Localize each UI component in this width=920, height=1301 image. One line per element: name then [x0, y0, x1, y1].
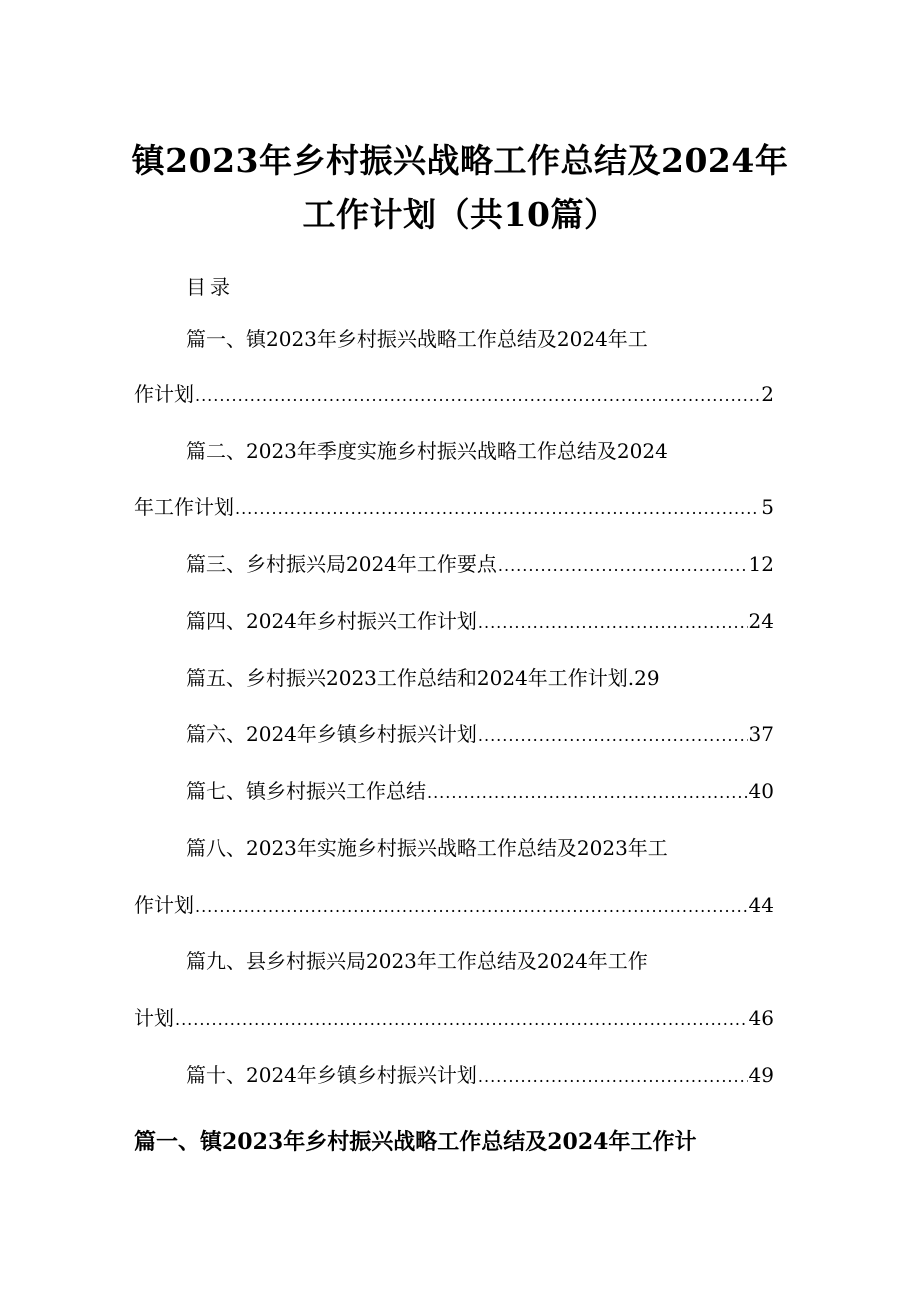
toc-entry-label: 篇六、2024年乡镇乡村振兴计划 [186, 722, 477, 746]
toc-entry-1-line-1[interactable]: 篇一、镇2023年乡村振兴战略工作总结及2024年工 [186, 327, 648, 351]
toc-entry-label: 篇五、乡村振兴2023工作总结和2024年工作计划. [186, 666, 635, 690]
toc-page-number: 46 [748, 1006, 774, 1030]
toc-entry-9-line-1[interactable]: 篇九、县乡村振兴局2023年工作总结及2024年工作 [186, 949, 648, 973]
toc-leader-dots [235, 499, 760, 519]
toc-entry-7[interactable] [186, 779, 774, 803]
document-title-line-2: 工作计划（共10篇） [302, 195, 618, 234]
toc-page-number: 5 [761, 495, 774, 519]
toc-entry-label: 篇七、镇乡村振兴工作总结 [186, 779, 426, 803]
toc-entry-label: 作计划 [134, 382, 194, 406]
toc-entry-label: 篇三、乡村振兴局2024年工作要点 [186, 552, 497, 576]
toc-page-number: 40 [748, 779, 774, 803]
toc-entry-8[interactable] [134, 893, 774, 917]
toc-entry-10[interactable] [186, 1063, 774, 1087]
toc-leader-dots [478, 726, 748, 746]
toc-leader-dots [427, 783, 748, 803]
toc-page-number: 2 [761, 382, 774, 406]
toc-entry-label: 计划 [134, 1006, 174, 1030]
toc-entry-3[interactable] [186, 552, 774, 576]
toc-leader-dots [478, 613, 748, 633]
toc-entry-label: 篇四、2024年乡村振兴工作计划 [186, 609, 477, 633]
toc-leader-dots [195, 386, 760, 406]
toc-entry-5[interactable] [186, 666, 732, 690]
toc-page-number: 37 [748, 722, 774, 746]
toc-page-number: 44 [748, 893, 774, 917]
toc-page-number: 12 [748, 552, 774, 576]
toc-entry-9[interactable] [134, 1006, 774, 1030]
toc-entry-label: 年工作计划 [134, 495, 234, 519]
toc-entry-6[interactable] [186, 722, 774, 746]
toc-page-number: 49 [748, 1063, 774, 1087]
toc-leader-dots [175, 1010, 748, 1030]
toc-leader-dots [478, 1067, 748, 1087]
document-title-line-1: 镇2023年乡村振兴战略工作总结及2024年 [131, 141, 789, 180]
toc-entry-1[interactable] [134, 382, 774, 406]
toc-entry-2[interactable] [134, 495, 774, 519]
toc-entry-label: 篇十、2024年乡镇乡村振兴计划 [186, 1063, 477, 1087]
toc-leader-dots [498, 556, 748, 576]
toc-page-number: 29 [634, 666, 660, 690]
toc-entry-8-line-1[interactable]: 篇八、2023年实施乡村振兴战略工作总结及2023年工 [186, 836, 668, 860]
toc-page-number: 24 [748, 609, 774, 633]
toc-entry-2-line-1[interactable]: 篇二、2023年季度实施乡村振兴战略工作总结及2024 [186, 439, 668, 463]
toc-leader-dots [195, 897, 748, 917]
toc-entry-label: 作计划 [134, 893, 194, 917]
section-heading: 篇一、镇2023年乡村振兴战略工作总结及2024年工作计 [134, 1129, 697, 1155]
toc-entry-4[interactable] [186, 609, 774, 633]
toc-label: 目录 [186, 275, 234, 299]
